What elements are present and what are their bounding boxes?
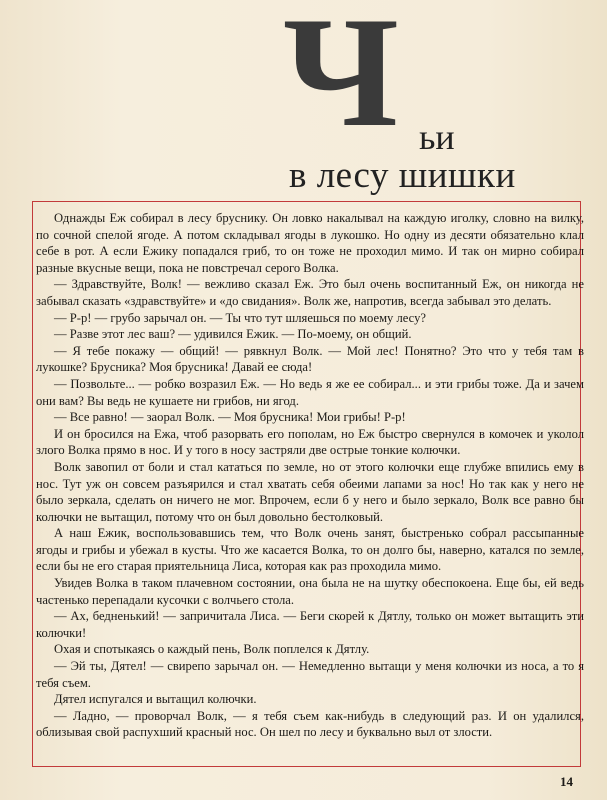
paragraph: — Я тебе покажу — общий! — рявкнул Волк. — Мой лес! Понятно? Это что у тебя там в лукошке? Брусника? Моя брусника! Давай ее сюда! [36, 343, 584, 375]
page-number: 14 [560, 774, 573, 789]
paragraph: — Ладно, — проворчал Волк, — я тебя съем как-нибудь в следующий раз. И он удалился, облизывая свой распухший красный нос. Он шел по лесу и буквально выл от злости. [36, 708, 584, 740]
paragraph: — Все равно! — заорал Волк. — Моя брусника! Мои грибы! Р-р! [54, 410, 406, 425]
paragraph: — Р-р! — грубо зарычал он. — Ты что тут шляешься по моему лесу? [54, 310, 426, 325]
paragraph: — Здравствуйте, Волк! — вежливо сказал Еж. Это был очень воспитанный Еж, он никогда не забывал сказать «здравствуйте» и «до свидания». Волк же, напротив, всегда забывал это делать. [36, 277, 584, 308]
paragraph: — Разве этот лес ваш? — удивился Ежик. — По-моему, он общий. [54, 327, 412, 342]
story-text [36, 210, 584, 741]
paragraph: Однажды Еж собирал в лесу бруснику. Он ловко накалывал на каждую иголку, словно на вилку, по сочной спелой ягоде. А потом складывал ягоды в лукошко. Но одну из десяти обязательно клал себе в рот. А если Ежику попадался гриб, то он тоже не проходил мимо. И так он мирно собирал разные вкусные вещи, пока не повстречал серого Волка. [36, 211, 584, 275]
title-drop-cap: Ч [283, 0, 399, 160]
title-line-1: ьи [419, 117, 455, 157]
paragraph: Волк завопил от боли и стал кататься по земле, но от этого колючки еще глубже впились ему в нос. Тут уж он совсем разъярился и стал хватать себя обеими лапами за нос! Но так как у него не было зеркала, сделать он ничего не мог. Впрочем, если б у него и было зеркало, Волк все равно бы колючки не вытащил, потому что он был довольно бестолковый. [36, 459, 584, 524]
title-line-2: в лесу шишки [289, 155, 516, 196]
paragraph: А наш Ежик, воспользовавшись тем, что Волк очень занят, быстренько собрал рассыпанные ягоды и грибы и убежал в кусты. Что же касается Волка, то он долго бы, наверно, катался по земле, если бы не его старая приятельница Лиса, которая как раз проходила мимо. [36, 526, 584, 574]
paragraph: — Ах, бедненький! — запричитала Лиса. — Беги скорей к Дятлу, только он может вытащить эти колючки! [36, 609, 584, 640]
paragraph: Увидев Волка в таком плачевном состоянии, она была не на шутку обеспокоена. Еще бы, ей ведь частенько перепадали кусочки с волчьего стола. [36, 576, 584, 607]
paragraph: — Эй ты, Дятел! — свирепо зарычал он. — Немедленно вытащи у меня колючки из носа, а то я тебя съем. [36, 659, 584, 690]
paragraph: — Позвольте... — робко возразил Еж. — Но ведь я же ее собирал... и эти грибы тоже. Да и зачем они вам? Вы ведь не кушаете ни грибов, ни ягод. [36, 376, 584, 408]
story-title [283, 0, 583, 196]
paragraph: Дятел испугался и вытащил колючки. [54, 692, 257, 707]
paragraph: Охая и спотыкаясь о каждый пень, Волк поплелся к Дятлу. [54, 642, 370, 657]
paragraph: И он бросился на Ежа, чтоб разорвать его пополам, но Еж быстро свернулся в комочек и уколол злого Волка прямо в нос. И у того в носу застряли две острые тонкие колючки. [36, 426, 584, 458]
